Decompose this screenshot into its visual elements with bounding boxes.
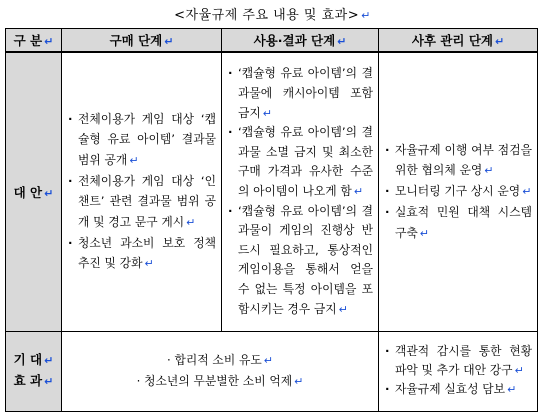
list-item: · 청소년 과소비 보호 정책 추진 및 강화 ↵ bbox=[68, 233, 216, 275]
list-item: · ‘캡슐형 유료 아이템’의 결과물이 게임의 진행상 반드시 필요하고, 통상적인 게임이용을 통해서 얻을 수 없는 특정 아이템을 포함시키는 경우 금지 ↵ bbox=[228, 202, 373, 320]
expected-effect-main-cell bbox=[62, 331, 379, 411]
list-item: · 객관적 감시를 통한 현황 파악 및 추가 대안 강구 ↵ bbox=[385, 342, 532, 380]
list-item: · ‘캡슐형 유료 아이템’의 결과물 소멸 금지 및 최소한 구매 가격과 유사한 수준의 아이템이 나오게 함 ↵ bbox=[228, 123, 373, 201]
paragraph-mark: ↵ bbox=[361, 9, 371, 22]
list-item: · 전체이용가 게임 대상 ‘인챈트’ 관련 결과물 범위 공개 및 경고 문구 게시 ↵ bbox=[68, 171, 216, 233]
alternatives-row bbox=[6, 52, 538, 331]
header-row bbox=[6, 29, 538, 53]
list-item: · 자율규제 이행 여부 점검을 위한 협의체 운영 ↵ bbox=[385, 140, 532, 182]
usage-stage-cell bbox=[222, 52, 379, 331]
list-item: · 청소년의 무분별한 소비 억제 ↵ bbox=[136, 374, 304, 388]
header-category: 구 분 ↵ bbox=[6, 29, 62, 53]
list-item: · 실효적 민원 대책 시스템 구축 ↵ bbox=[385, 202, 532, 244]
header-purchase-stage: 구매 단계 ↵ bbox=[62, 29, 222, 53]
purchase-stage-cell bbox=[62, 52, 222, 331]
header-usage-stage: 사용·결과 단계 ↵ bbox=[222, 29, 379, 53]
list-item: · ‘캡슐형 유료 아이템’의 결과물에 캐시아이템 포함 금지 ↵ bbox=[228, 64, 373, 123]
post-management-cell bbox=[379, 52, 538, 331]
list-item: · 합리적 소비 유도 ↵ bbox=[167, 353, 273, 367]
regulation-table bbox=[5, 28, 538, 412]
header-post-management-stage: 사후 관리 단계 ↵ bbox=[379, 29, 538, 53]
expected-effect-post-cell bbox=[379, 331, 538, 411]
expected-effect-row bbox=[6, 331, 538, 411]
alternatives-label: 대 안 ↵ bbox=[6, 52, 62, 331]
list-item: · 전체이용가 게임 대상 ‘캡슐형 유료 아이템’ 결과물 범위 공개 ↵ bbox=[68, 109, 216, 171]
list-item: · 자율규제 실효성 담보 ↵ bbox=[385, 380, 532, 400]
document-title: <자율규제 주요 내용 및 효과> ↵ bbox=[174, 8, 371, 23]
expected-effect-label: 기 대 ↵ 효 과 ↵ bbox=[6, 331, 62, 411]
list-item: · 모니터링 기구 상시 운영 ↵ bbox=[385, 181, 532, 202]
